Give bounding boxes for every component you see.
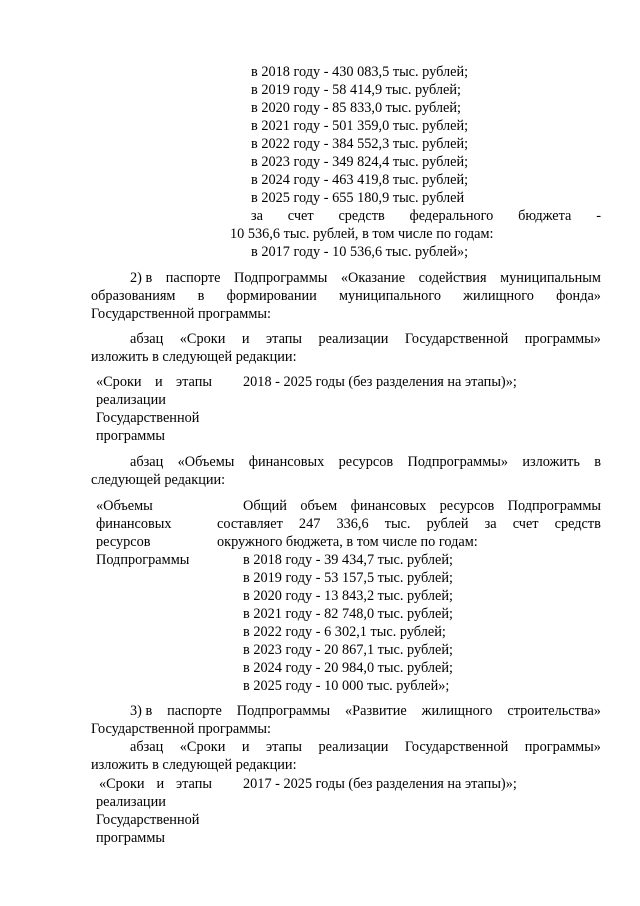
paragraph-line: абзац «Объемы финансовых ресурсов Подпрограммы» изложить в <box>130 454 601 470</box>
year-line: в 2025 году - 10 000 тыс. рублей»; <box>243 678 450 694</box>
year-line: в 2023 году - 349 824,4 тыс. рублей; <box>251 154 469 170</box>
table-value: окружного бюджета, в том числе по годам: <box>217 534 478 550</box>
paragraph-line: абзац «Сроки и этапы реализации Государственной программы» <box>130 739 601 755</box>
federal-budget-amount: 10 536,6 тыс. рублей, в том числе по годам: <box>230 226 494 242</box>
table-value: 2018 - 2025 годы (без разделения на этапы)»; <box>243 374 517 390</box>
table-value: Общий объем финансовых ресурсов Подпрограммы <box>243 498 601 514</box>
table-label: реализации <box>96 392 166 408</box>
table-label: «Сроки и этапы <box>96 374 212 390</box>
table-label: ресурсов <box>96 534 151 550</box>
table-label: программы <box>96 428 166 444</box>
table-label: Государственной <box>96 812 200 828</box>
paragraph-line: изложить в следующей редакции: <box>91 757 297 773</box>
table-value: составляет 247 336,6 тыс. рублей за счет средств <box>217 516 601 532</box>
year-line: в 2022 году - 384 552,3 тыс. рублей; <box>251 136 469 152</box>
section-2-heading-line: Государственной программы: <box>91 306 271 322</box>
year-line: в 2021 году - 82 748,0 тыс. рублей; <box>243 606 453 622</box>
year-line: в 2019 году - 58 414,9 тыс. рублей; <box>251 82 461 98</box>
section-3-heading-line: Государственной программы: <box>91 721 271 737</box>
table-label: финансовых <box>96 516 172 532</box>
section-2-heading-line: образованиям в формировании муниципального жилищного фонда» <box>91 288 601 304</box>
table-label: «Сроки и этапы <box>99 776 212 792</box>
paragraph-line: абзац «Сроки и этапы реализации Государственной программы» <box>130 331 601 347</box>
year-line: в 2022 году - 6 302,1 тыс. рублей; <box>243 624 446 640</box>
year-line: в 2017 году - 10 536,6 тыс. рублей»; <box>251 244 469 260</box>
year-line: в 2025 году - 655 180,9 тыс. рублей <box>251 190 465 206</box>
section-2-heading-line: 2) в паспорте Подпрограммы «Оказание содействия муниципальным <box>130 270 601 286</box>
table-label: реализации <box>96 794 166 810</box>
section-3-heading-line: 3) в паспорте Подпрограммы «Развитие жилищного строительства» <box>130 703 601 719</box>
year-line: в 2018 году - 39 434,7 тыс. рублей; <box>243 552 453 568</box>
year-line: в 2020 году - 13 843,2 тыс. рублей; <box>243 588 453 604</box>
federal-budget-line: за счет средств федерального бюджета - <box>251 208 601 224</box>
paragraph-line: следующей редакции: <box>91 472 226 488</box>
year-line: в 2024 году - 463 419,8 тыс. рублей; <box>251 172 469 188</box>
table-label: Государственной <box>96 410 200 426</box>
year-line: в 2023 году - 20 867,1 тыс. рублей; <box>243 642 453 658</box>
table-value: 2017 - 2025 годы (без разделения на этапы)»; <box>243 776 517 792</box>
year-line: в 2024 году - 20 984,0 тыс. рублей; <box>243 660 453 676</box>
paragraph-line: изложить в следующей редакции: <box>91 349 297 365</box>
year-line: в 2020 году - 85 833,0 тыс. рублей; <box>251 100 461 116</box>
year-line: в 2018 году - 430 083,5 тыс. рублей; <box>251 64 469 80</box>
table-label: программы <box>96 830 166 846</box>
year-line: в 2021 году - 501 359,0 тыс. рублей; <box>251 118 469 134</box>
year-line: в 2019 году - 53 157,5 тыс. рублей; <box>243 570 453 586</box>
table-label: Подпрограммы <box>96 552 190 568</box>
table-label: «Объемы <box>96 498 153 514</box>
